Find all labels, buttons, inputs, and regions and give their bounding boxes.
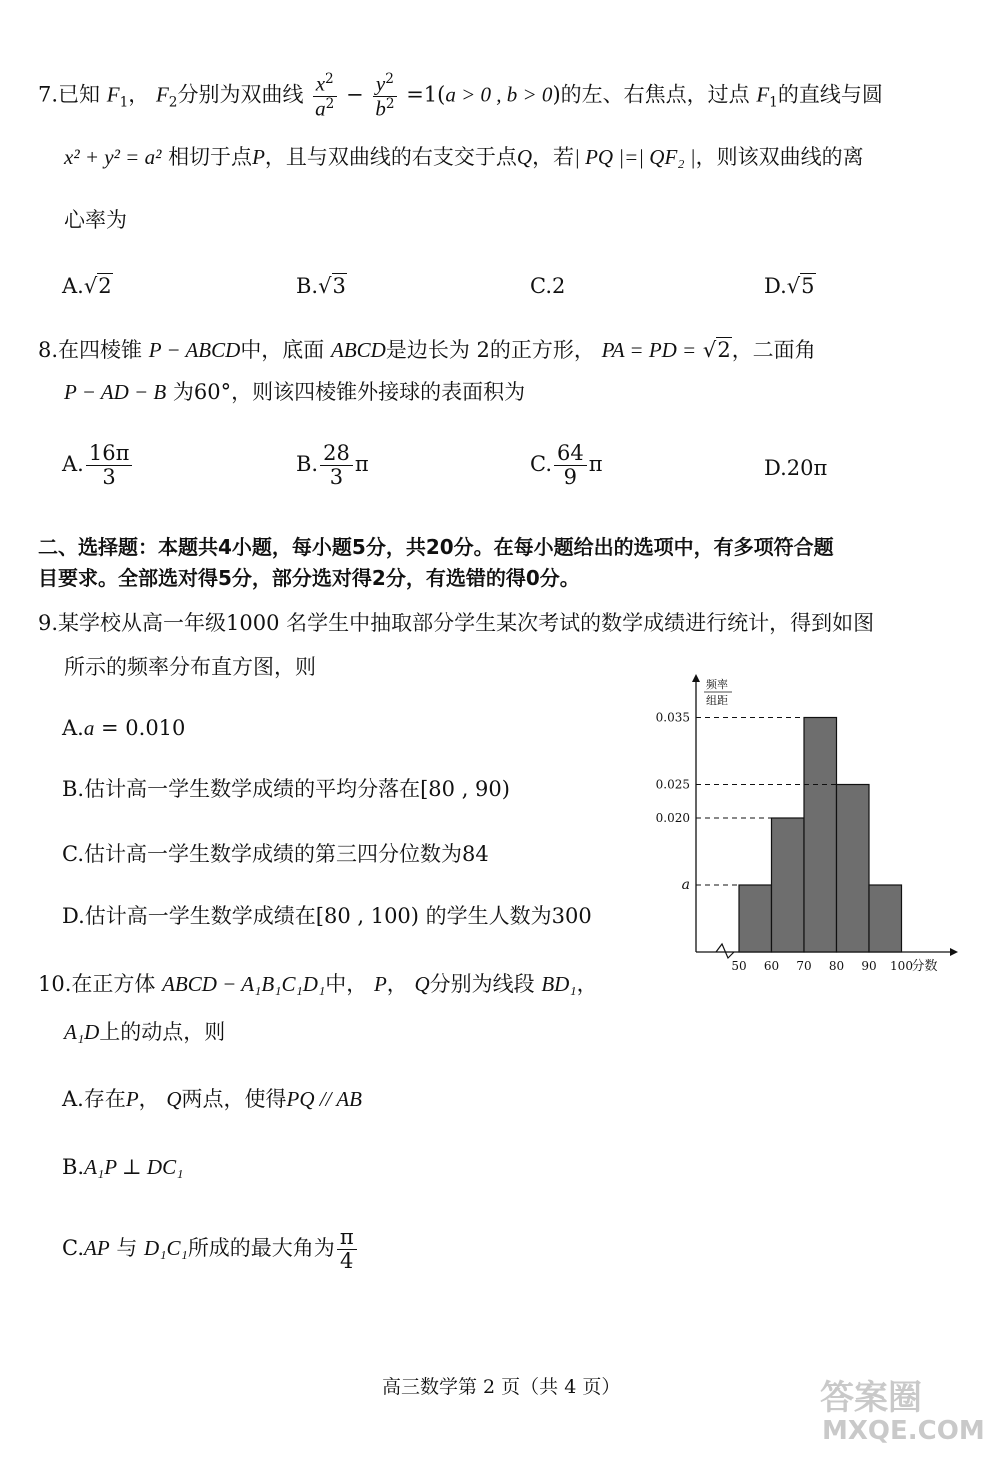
q10-line1: 10.在正方体 ABCD − A₁B₁C₁D₁中， P， Q分别为线段 BD₁， bbox=[38, 972, 598, 996]
y-tick-label: 0.025 bbox=[655, 777, 690, 792]
histogram-bar bbox=[772, 818, 805, 952]
q7-option-a: A.√2 bbox=[62, 274, 112, 298]
x-tick-label: 50 bbox=[731, 959, 747, 973]
q8-line2: P − AD − B 为60°，则该四棱锥外接球的表面积为 bbox=[64, 380, 526, 404]
y-axis-label-top: 频率 bbox=[706, 678, 728, 691]
q7-option-b: B.√3 bbox=[296, 274, 346, 298]
x-tick-label: 60 bbox=[763, 959, 780, 973]
x-tick-label: 80 bbox=[828, 959, 845, 973]
y-tick-label: a bbox=[681, 877, 690, 893]
q7-line1: 7.已知 $F_1$， $F_2$分别为双曲线 $\frac{x^2}{a^2}$ − $\frac{y^2}{b^2}$ =1(a > 0 , b > 0)的左、右焦点，过点 $F_1$的直线与圆 bbox=[38, 71, 883, 121]
q7-option-d: D.√5 bbox=[764, 274, 815, 298]
q9-option-b: B.估计高一学生数学成绩的平均分落在[80 , 90) bbox=[62, 777, 510, 801]
watermark-url: MXQE.COM bbox=[822, 1416, 985, 1446]
axis-break bbox=[716, 944, 734, 958]
histogram-bar bbox=[739, 885, 772, 952]
watermark-logo: 答案圈 bbox=[820, 1378, 922, 1418]
q9-option-a: A.a = 0.010 bbox=[62, 716, 186, 740]
x-tick-label: 90 bbox=[861, 959, 877, 973]
section-header-line2: 目要求。全部选对得5分，部分选对得2分，有选错的得0分。 bbox=[38, 566, 580, 590]
question-number: 7. bbox=[38, 82, 59, 107]
q7-option-c: C.2 bbox=[530, 274, 566, 298]
x-axis-label: 分数 bbox=[911, 959, 938, 974]
fraction-x2-a2: $\frac{x^2}{a^2}$ bbox=[312, 72, 337, 120]
q10-option-b: B.A₁P ⊥ DC₁ bbox=[62, 1155, 184, 1179]
x-tick-label: 100 bbox=[890, 959, 913, 973]
q8-option-b: B. $\frac{28}{3}$ π bbox=[296, 441, 369, 490]
q8-option-d: D.20π bbox=[764, 456, 828, 480]
histogram-bar bbox=[869, 885, 902, 952]
q8-option-c: C. $\frac{64}{9}$ π bbox=[530, 441, 603, 490]
q10-option-a: A.存在P， Q两点，使得PQ // AB bbox=[62, 1087, 362, 1111]
q9-line1: 9.某学校从高一年级1000 名学生中抽取部分学生某次考试的数学成绩进行统计，得到如图 bbox=[38, 611, 875, 635]
section-header-line1: 二、选择题：本题共4小题，每小题5分，共20分。在每小题给出的选项中，有多项符合题 bbox=[38, 535, 834, 559]
q7-line3: 心率为 bbox=[64, 208, 127, 232]
q8-option-a: A. $\frac{16\pi}{3}$ bbox=[62, 442, 134, 489]
frequency-histogram bbox=[650, 672, 960, 982]
y-axis-arrow bbox=[692, 674, 700, 682]
fraction-y2-b2: $\frac{y^2}{b^2}$ bbox=[372, 72, 397, 120]
q10-option-c: C.AP 与 D₁C₁所成的最大角为 $\frac{\pi}{4}$ bbox=[62, 1226, 359, 1273]
y-axis-label-bottom: 组距 bbox=[706, 694, 728, 707]
page-footer: 高三数学第 2 页（共 4 页） bbox=[382, 1376, 621, 1398]
histogram-bar bbox=[837, 785, 870, 953]
q8-line1: 8.在四棱锥 P − ABCD中，底面 ABCD是边长为 2的正方形， PA = PD = √2，二面角 bbox=[38, 338, 816, 362]
y-tick-label: 0.020 bbox=[655, 811, 690, 825]
q7-line2: x² + y² = a² 相切于点P，且与双曲线的右支交于点Q，若| PQ |=| QF₂ |，则该双曲线的离 bbox=[64, 145, 864, 169]
q9-option-d: D.估计高一学生数学成绩在[80 , 100) 的学生人数为300 bbox=[62, 904, 592, 928]
x-axis-arrow bbox=[950, 948, 958, 956]
q10-line2: A₁D上的动点，则 bbox=[64, 1020, 226, 1044]
histogram-bar bbox=[804, 718, 837, 953]
y-tick-label: 0.035 bbox=[655, 710, 690, 725]
q9-option-c: C.估计高一学生数学成绩的第三四分位数为84 bbox=[62, 842, 489, 866]
q9-line2: 所示的频率分布直方图，则 bbox=[64, 655, 316, 679]
x-tick-label: 70 bbox=[796, 959, 812, 973]
